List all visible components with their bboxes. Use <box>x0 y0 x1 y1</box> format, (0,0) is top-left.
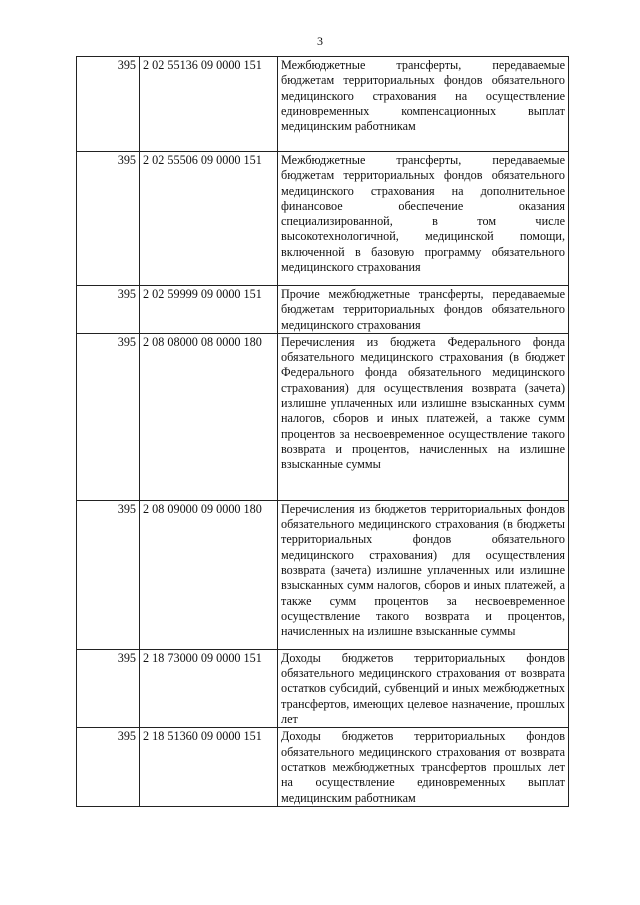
revenue-name-cell: Прочие межбюджетные трансферты, передаваемые бюджетам территориальных фондов обязательного медицинского страхования <box>278 286 569 334</box>
revenue-name-cell: Межбюджетные трансферты, передаваемые бюджетам территориальных фондов обязательного медицинского страхования на дополнительное финансовое обеспечение оказания специализированной, в том числе высокотехнологичной, медицинской помощи, включенной в базовую программу обязательного медицинского страхования <box>278 152 569 286</box>
table-row <box>77 728 569 806</box>
page-number: 3 <box>317 34 323 48</box>
budget-code-cell: 2 02 55136 09 0000 151 <box>140 57 278 152</box>
table-row <box>77 649 569 727</box>
admin-code-cell: 395 <box>77 500 140 649</box>
budget-code-cell: 2 08 08000 08 0000 180 <box>140 333 278 500</box>
budget-code-cell: 2 02 59999 09 0000 151 <box>140 286 278 334</box>
table-row <box>77 152 569 286</box>
admin-code-cell: 395 <box>77 286 140 334</box>
admin-code-cell: 395 <box>77 728 140 806</box>
table-row <box>77 286 569 334</box>
revenue-name-cell: Межбюджетные трансферты, передаваемые бюджетам территориальных фондов обязательного медицинского страхования на осуществление единовременных компенсационных выплат медицинским работникам <box>278 57 569 152</box>
revenue-name-cell: Доходы бюджетов территориальных фондов обязательного медицинского страхования от возврата остатков субсидий, субвенций и иных межбюджетных трансфертов, имеющих целевое назначение, прошлых лет <box>278 649 569 727</box>
table-row <box>77 57 569 152</box>
revenue-name-cell: Перечисления из бюджетов территориальных фондов обязательного медицинского страхования (в бюджеты территориальных фондов обязательного медицинского страхования) для осуществления возврата (зачета) излишне уплаченных или излишне взысканных сумм налогов, сборов и иных платежей, а также сумм процентов за несвоевременное осуществление такого возврата и процентов, начисленных на излишне взысканные суммы <box>278 500 569 649</box>
admin-code-cell: 395 <box>77 152 140 286</box>
table-row <box>77 500 569 649</box>
revenue-name-cell: Доходы бюджетов территориальных фондов обязательного медицинского страхования от возврата остатков межбюджетных трансфертов прошлых лет на осуществление единовременных выплат медицинским работникам <box>278 728 569 806</box>
table-row <box>77 333 569 500</box>
admin-code-cell: 395 <box>77 333 140 500</box>
revenue-name-cell: Перечисления из бюджета Федерального фонда обязательного медицинского страхования (в бюджет Федерального фонда обязательного медицинского страхования) для осуществления возврата (зачета) излишне уплаченных или излишне взысканных сумм налогов, сборов и иных платежей, а также сумм процентов за несвоевременное осуществление такого возврата и процентов, начисленных на излишне взысканные суммы <box>278 333 569 500</box>
budget-code-cell: 2 08 09000 09 0000 180 <box>140 500 278 649</box>
budget-classification-table <box>76 56 569 807</box>
budget-code-cell: 2 18 73000 09 0000 151 <box>140 649 278 727</box>
admin-code-cell: 395 <box>77 649 140 727</box>
budget-code-cell: 2 18 51360 09 0000 151 <box>140 728 278 806</box>
budget-code-cell: 2 02 55506 09 0000 151 <box>140 152 278 286</box>
admin-code-cell: 395 <box>77 57 140 152</box>
